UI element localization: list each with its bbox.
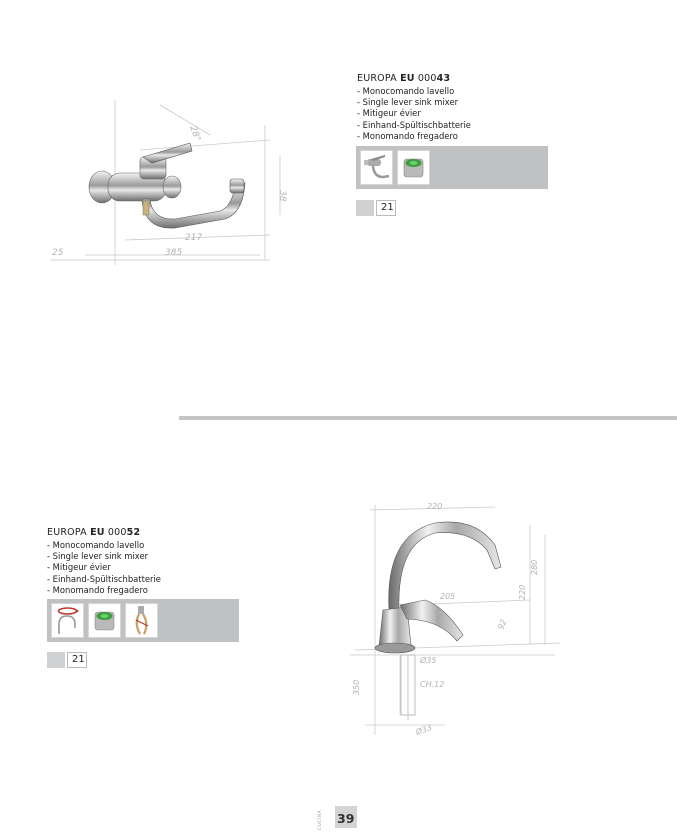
product-2-technical-drawing [345,495,565,750]
dim-label: 205 [440,592,456,601]
dim-label: 28° [187,124,203,144]
title-prefix: EUROPA [357,73,401,84]
product-2-feature-panel [47,599,239,642]
dim-label: Ø35 [420,656,437,665]
dim-label: 25 [52,248,64,258]
product-1-feature-panel [356,146,548,189]
flexible-hoses-icon [125,603,158,638]
title-prefix: EUROPA [47,527,91,538]
description-line: - Monocomando lavello [47,540,145,550]
description-line: - Einhand-Spültischbatterie [357,119,471,130]
description-line: - Mitigeur évier [47,562,111,573]
description-line: - Single lever sink mixer [47,551,149,562]
title-code-bold: 43 [436,73,451,84]
dim-label: CH.12 [420,680,445,689]
rotating-spout-icon [51,603,84,638]
product-1-title [357,73,450,84]
aerator-icon [397,150,430,185]
page-ref-number: 21 [67,652,87,668]
dim-label: 385 [165,248,183,258]
dim-label: 217 [185,233,203,243]
wall-mixer-icon [360,150,393,185]
section-side-label: CUCINA [318,809,323,830]
product-2-title [47,527,140,538]
dim-label: 220 [427,502,443,511]
dim-label: 280 [530,559,539,575]
aerator-icon [88,603,121,638]
description-line: - Monomando fregadero [47,584,148,595]
description-line: - Monocomando lavello [357,86,455,96]
title-series: EU [90,527,105,538]
description-line: - Mitigeur évier [357,108,421,119]
dim-label: 92 [496,618,509,631]
page-ref-number: 21 [376,200,396,216]
dim-label: Ø33 [414,722,434,737]
title-series: EU [400,73,415,84]
title-code: 000 [414,73,437,84]
description-line: - Einhand-Spültischbatterie [47,573,161,584]
dim-label: 350 [352,679,361,695]
description-line: - Monomando fregadero [357,130,458,141]
page-number: 39 [337,811,355,826]
title-code-bold: 52 [126,527,141,538]
page-ref-square [47,652,65,668]
sketch-lines [350,505,560,735]
title-code: 000 [104,527,127,538]
dim-label: 38 [277,190,287,202]
product-1-technical-drawing [40,95,310,295]
product-1-descriptions [357,86,471,142]
page-ref-square [356,200,374,216]
description-line: - Single lever sink mixer [357,97,459,108]
dim-label: 220 [518,584,527,600]
product-2-descriptions [47,540,161,596]
section-divider [179,416,677,420]
